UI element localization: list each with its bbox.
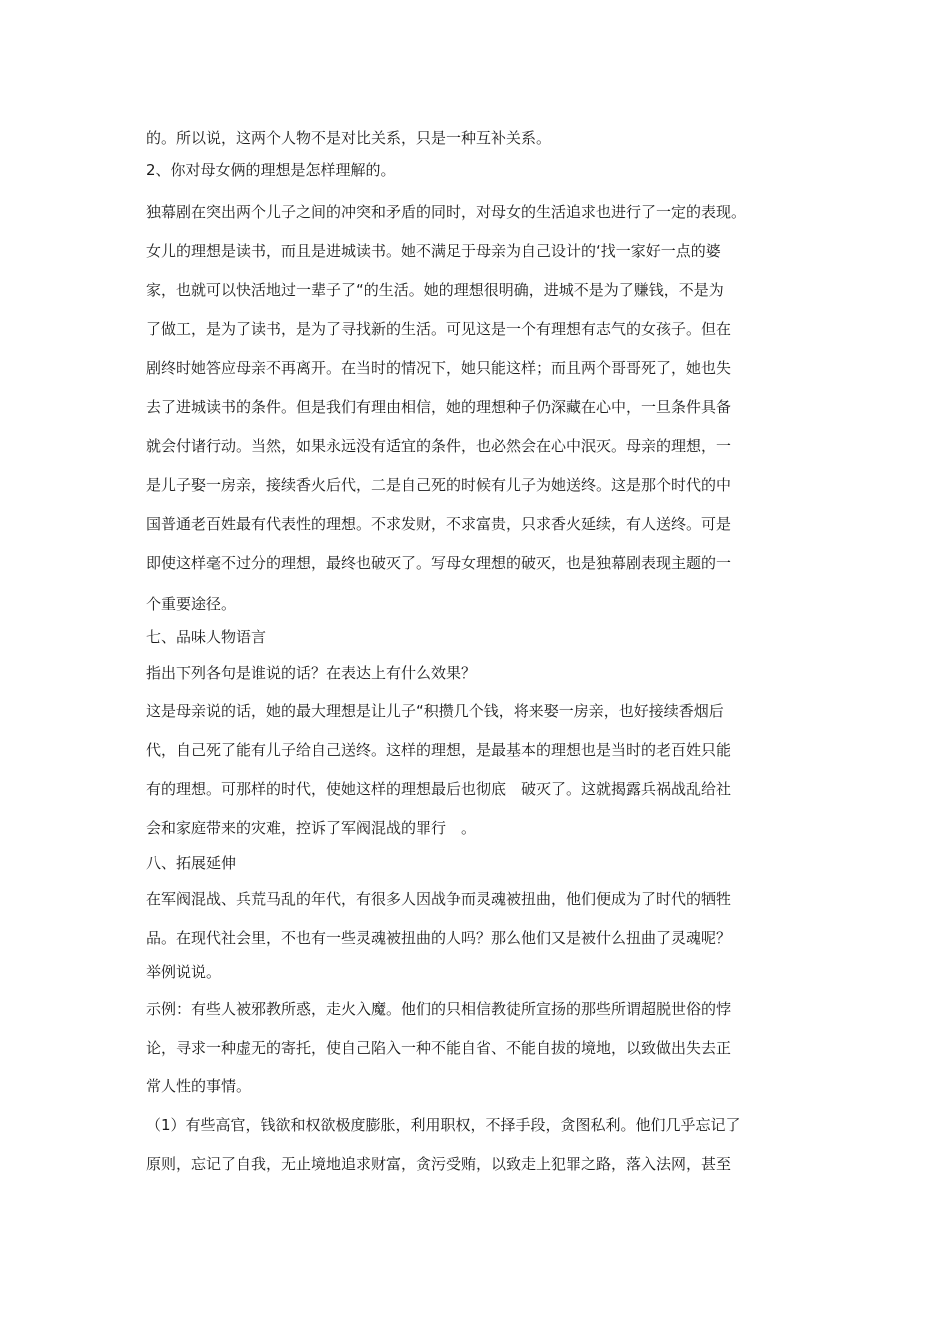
text-line: 会和家庭带来的灾难，控诉了军阀混战的罪行 。 bbox=[146, 819, 477, 837]
text-line: 在军阀混战、兵荒马乱的年代，有很多人因战争而灵魂被扭曲，他们便成为了时代的牺牲 bbox=[146, 890, 732, 908]
text-line: 即使这样毫不过分的理想，最终也破灭了。写母女理想的破灭，也是独幕剧表现主题的一 bbox=[146, 554, 732, 572]
text-line: 举例说说。 bbox=[146, 963, 222, 981]
text-line: 独幕剧在突出两个儿子之间的冲突和矛盾的同时，对母女的生活追求也进行了一定的表现。 bbox=[146, 203, 747, 221]
text-line: 家，也就可以快活地过一辈子了“的生活。她的理想很明确，进城不是为了赚钱，不是为 bbox=[146, 281, 724, 299]
text-line: 论，寻求一种虚无的寄托，使自己陷入一种不能自省、不能自拔的境地，以致做出失去正 bbox=[146, 1039, 732, 1057]
section-heading: 八、拓展延伸 bbox=[146, 854, 237, 872]
text-line: 原则，忘记了自我，无止境地追求财富，贪污受贿，以致走上犯罪之路，落入法网，甚至 bbox=[146, 1155, 732, 1173]
text-line: 了做工，是为了读书，是为了寻找新的生活。可见这是一个有理想有志气的女孩子。但在 bbox=[146, 320, 732, 338]
section-heading: 七、品味人物语言 bbox=[146, 628, 267, 646]
text-line: 个重要途径。 bbox=[146, 595, 237, 613]
text-line: 国普通老百姓最有代表性的理想。不求发财，不求富贵，只求香火延续，有人送终。可是 bbox=[146, 515, 732, 533]
text-line: 的。所以说，这两个人物不是对比关系，只是一种互补关系。 bbox=[146, 129, 552, 147]
text-line: （1）有些高官，钱欲和权欲极度膨胀，利用职权，不择手段，贪图私利。他们几乎忘记了 bbox=[146, 1116, 741, 1134]
text-line: 示例：有些人被邪教所惑，走火入魔。他们的只相信教徒所宣扬的那些所谓超脱世俗的悖 bbox=[146, 1000, 732, 1018]
text-line: 去了进城读书的条件。但是我们有理由相信，她的理想种子仍深藏在心中，一旦条件具备 bbox=[146, 398, 732, 416]
text-line: 女儿的理想是读书，而且是进城读书。她不满足于母亲为自己设计的‘找一家好一点的婆 bbox=[146, 242, 721, 260]
text-line: 指出下列各句是谁说的话？在表达上有什么效果？ bbox=[146, 664, 477, 682]
text-line: 剧终时她答应母亲不再离开。在当时的情况下，她只能这样；而且两个哥哥死了，她也失 bbox=[146, 359, 732, 377]
text-line: 代，自己死了能有儿子给自己送终。这样的理想，是最基本的理想也是当时的老百姓只能 bbox=[146, 741, 732, 759]
text-line: 就会付诸行动。当然，如果永远没有适宜的条件，也必然会在心中泯灭。母亲的理想，一 bbox=[146, 437, 732, 455]
text-line: 品。在现代社会里，不也有一些灵魂被扭曲的人吗？那么他们又是被什么扭曲了灵魂呢？ bbox=[146, 929, 732, 947]
text-line: 这是母亲说的话，她的最大理想是让儿子“积攒几个钱，将来娶一房亲，也好接续香烟后 bbox=[146, 702, 724, 720]
text-line: 2、你对母女俩的理想是怎样理解的。 bbox=[146, 161, 396, 179]
text-line: 常人性的事情。 bbox=[146, 1077, 252, 1095]
text-line: 是儿子娶一房亲，接续香火后代，二是自己死的时候有儿子为她送终。这是那个时代的中 bbox=[146, 476, 732, 494]
text-line: 有的理想。可那样的时代，使她这样的理想最后也彻底 破灭了。这就揭露兵祸战乱给社 bbox=[146, 780, 732, 798]
